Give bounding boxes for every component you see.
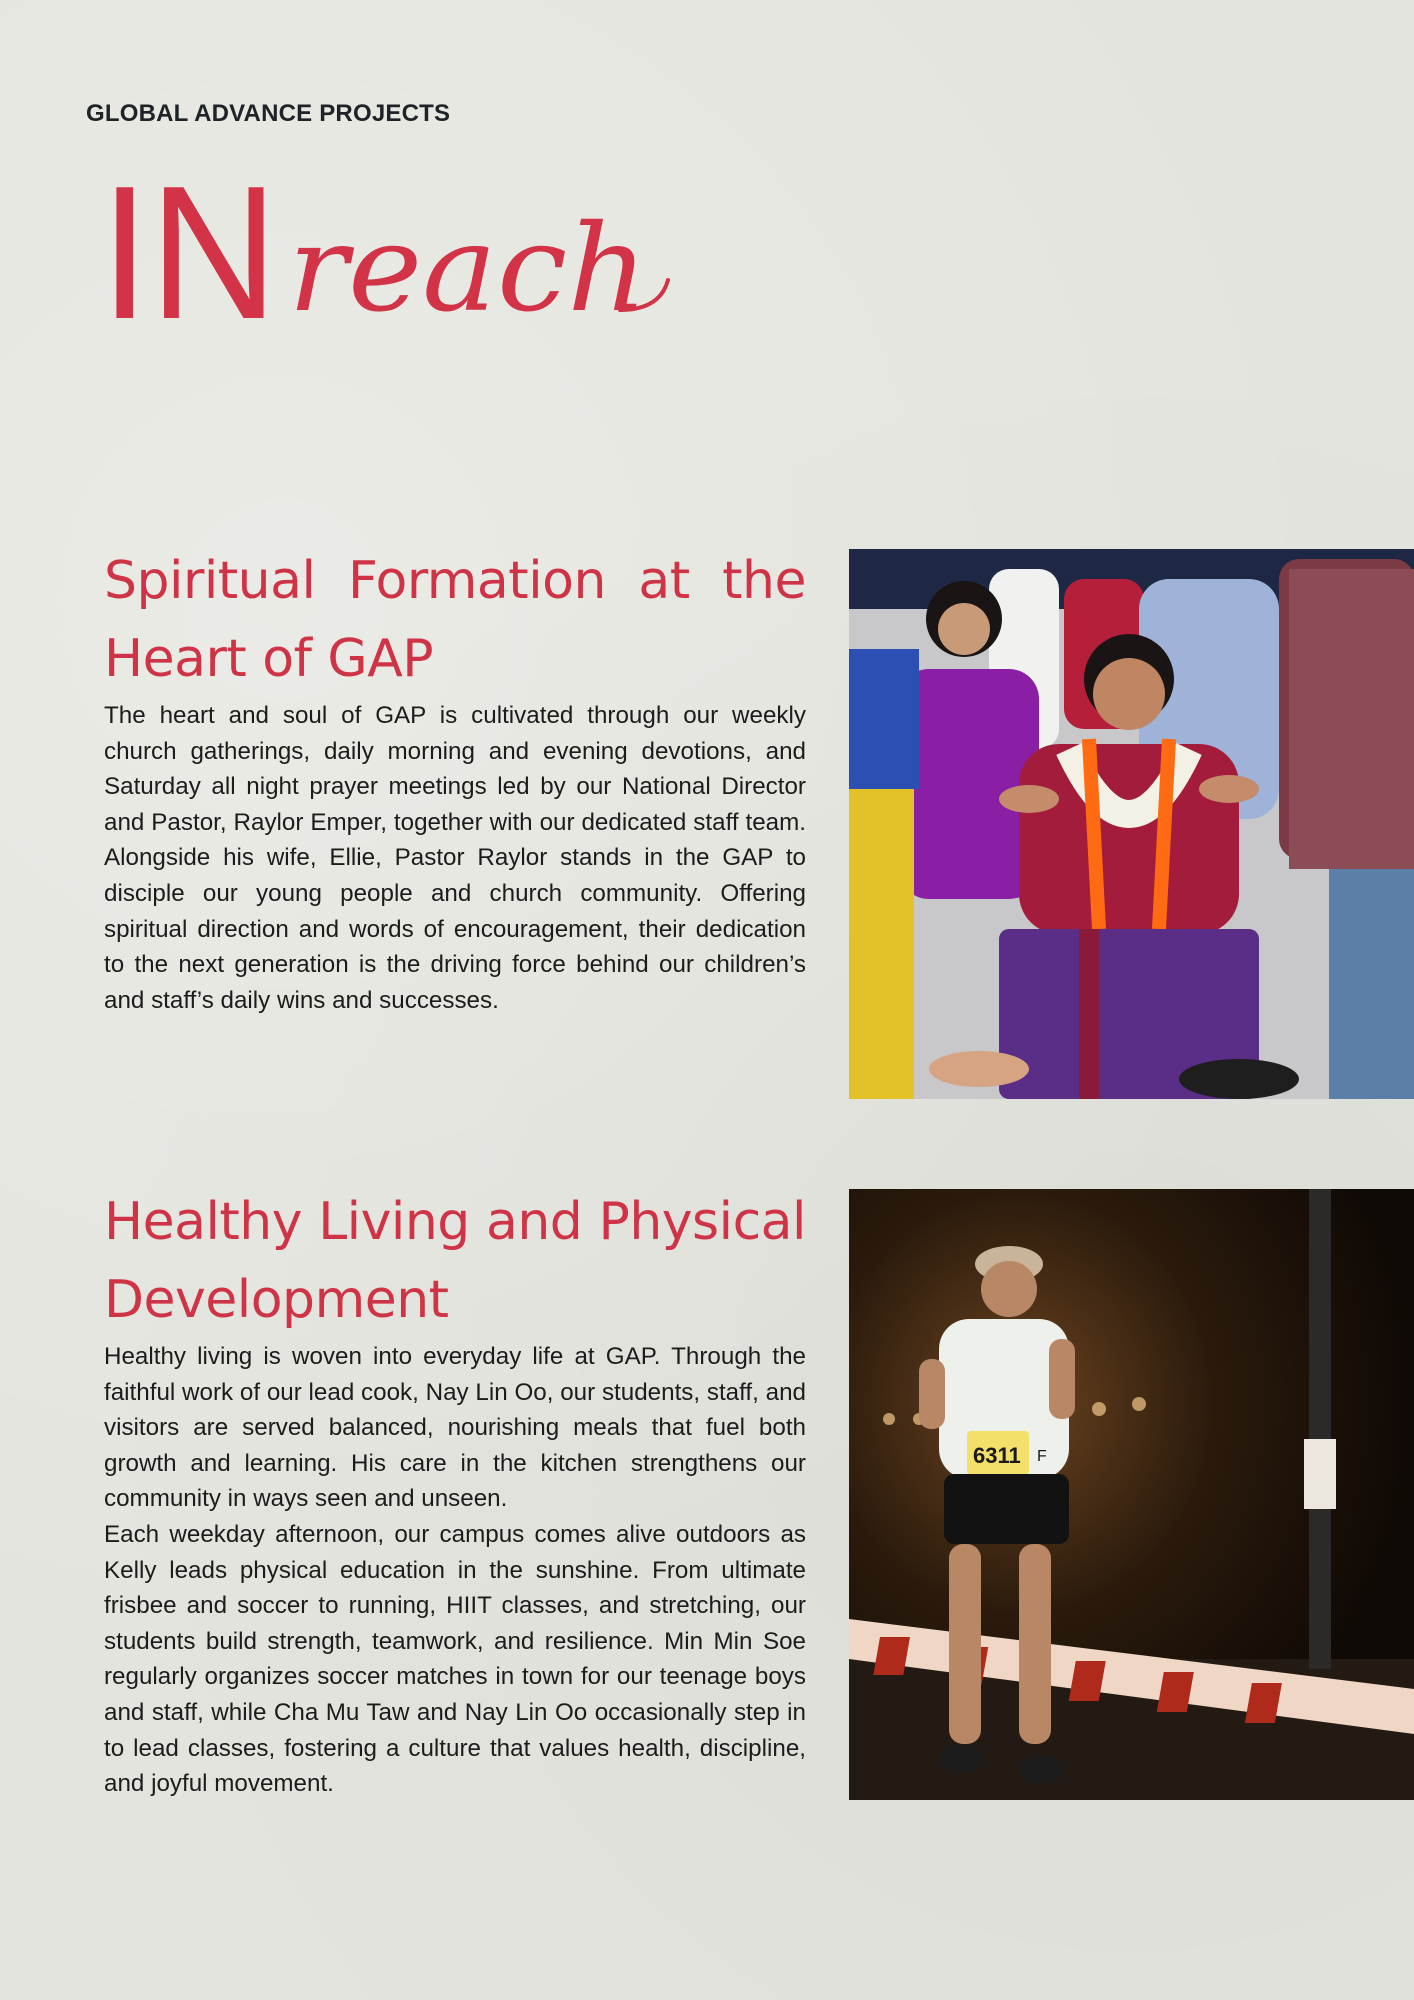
section-paragraph: Each weekday afternoon, our campus comes alive outdoors as Kelly leads physical education in the sunshine. From ultimate frisbee and soccer to running, HIIT classes, and stretching, our students build strength, teamwork, and resilience. Min Min Soe regularly organizes soccer matches in town for our teenage boys and staff, while Cha Mu Taw and Nay Lin Oo occasionally step in to lead classes, fostering a culture that values health, discipline, and joyful movement. <box>104 1520 806 1798</box>
photo-prayer-illustration <box>849 549 1414 1099</box>
race-bib-letter: F <box>1037 1448 1047 1465</box>
section-title: Spiritual Formation at the Heart of GAP <box>104 551 806 689</box>
photo-runner-illustration <box>849 1189 1414 1800</box>
photo-runner <box>849 1189 1414 1800</box>
section-title: Healthy Living and Physical Development <box>104 1192 806 1330</box>
logo-script-text: reach <box>288 200 648 339</box>
race-bib-number: 6311 <box>973 1443 1021 1468</box>
section-spiritual-formation <box>104 542 806 1018</box>
inreach-logo <box>100 160 680 340</box>
logo-in-text: IN <box>100 160 278 340</box>
organization-name: GLOBAL ADVANCE PROJECTS <box>86 100 451 127</box>
section-healthy-living <box>104 1183 806 1802</box>
photo-prayer-blessing <box>849 549 1414 1099</box>
section-paragraph: Healthy living is woven into everyday life at GAP. Through the faithful work of our lead cook, Nay Lin Oo, our students, staff, and visitors are served balanced, nourishing meals that fuel both growth and learning. His care in the kitchen strengthens our community in ways seen and unseen. <box>104 1343 806 1513</box>
section-paragraph: The heart and soul of GAP is cultivated through our weekly church gatherings, daily morning and evening devotions, and Saturday all night prayer meetings led by our National Director and Pastor, Raylor Emper, together with our dedicated staff team. Alongside his wife, Ellie, Pastor Raylor stands in the GAP to disciple our young people and church community. Offering spiritual direction and words of encouragement, their dedication to the next generation is the driving force behind our children’s and staff’s daily wins and successes. <box>104 702 806 1014</box>
